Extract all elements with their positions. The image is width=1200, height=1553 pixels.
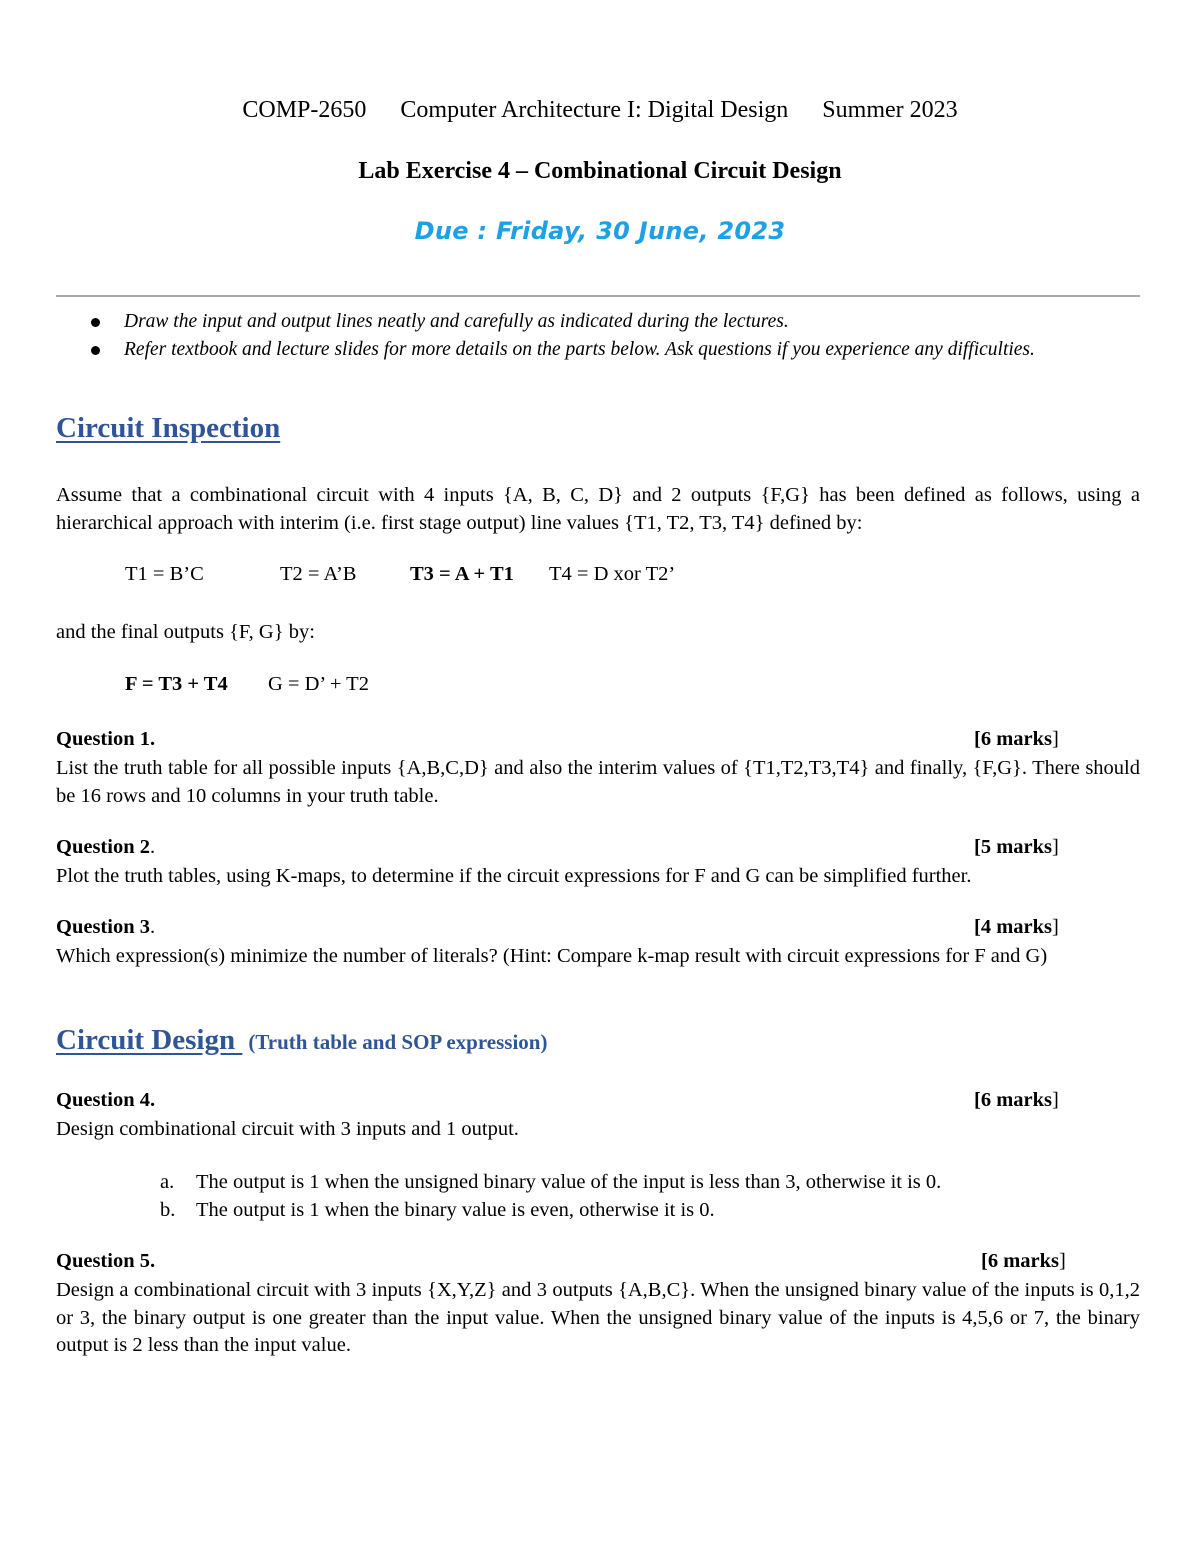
section-subtitle: (Truth table and SOP expression) xyxy=(248,1030,548,1054)
bullet-icon xyxy=(91,318,100,327)
list-item: a. The output is 1 when the unsigned binary value of the input is less than 3, otherwise it is 0. xyxy=(160,1171,942,1193)
instructions-list xyxy=(88,308,1138,364)
lab-title: Lab Exercise 4 – Combinational Circuit Design xyxy=(358,158,842,184)
question-marks: [6 marks] xyxy=(981,1250,1066,1272)
equation-t2: T2 = A’B xyxy=(280,563,357,585)
question-title: Question 1. xyxy=(56,728,156,750)
section-title-circuit-design: Circuit Design (Truth table and SOP expression) xyxy=(56,1024,548,1056)
question-title: Question 2 xyxy=(56,836,150,858)
question-1-header xyxy=(56,728,1140,751)
course-term: Summer 2023 xyxy=(822,97,958,123)
question-title: Question 4. xyxy=(56,1089,156,1111)
equation-g: G = D’ + T2 xyxy=(268,673,369,695)
question-4-text: Design combinational circuit with 3 inputs and 1 output. xyxy=(56,1118,519,1140)
course-name: Computer Architecture I: Digital Design xyxy=(400,97,789,123)
question-marks: [4 marks] xyxy=(974,916,1059,938)
list-item: b. The output is 1 when the binary value is even, otherwise it is 0. xyxy=(160,1199,715,1221)
question-5-header xyxy=(56,1250,1140,1273)
question-3-text: Which expression(s) minimize the number of literals? (Hint: Compare k-map result with circuit expressions for F and G) xyxy=(56,945,1048,967)
equation-t3: T3 = A + T1 xyxy=(410,563,514,585)
equation-t4: T4 = D xor T2’ xyxy=(549,563,676,585)
question-3-header: Question 3. [4 marks] xyxy=(56,916,1059,938)
course-header xyxy=(0,97,1200,124)
section-title-circuit-inspection: Circuit Inspection xyxy=(56,412,281,444)
equation-t1: T1 = B’C xyxy=(125,563,204,585)
course-code: COMP-2650 xyxy=(242,97,367,123)
question-title: Question 3 xyxy=(56,916,150,938)
question-marks: [5 marks] xyxy=(974,836,1059,858)
question-4-header xyxy=(56,1089,1140,1112)
question-1-text: List the truth table for all possible inputs {A,B,C,D} and also the interim values of {T1,T2,T3,T4} and finally, {F,G}. There should be 16 rows and 10 columns in your truth table. xyxy=(56,757,1140,807)
list-item xyxy=(88,336,1138,364)
section1-intro: Assume that a combinational circuit with 4 inputs {A, B, C, D} and 2 outputs {F,G} has been defined as follows, using a hierarchical approach with interim (i.e. first stage output) line values {T1, T2, T3, T4} defined by: xyxy=(56,484,1140,534)
equation-f: F = T3 + T4 xyxy=(125,673,228,695)
instruction-text: Refer textbook and lecture slides for more details on the parts below. Ask questions if you experience any difficulties. xyxy=(124,339,1035,360)
question-2-header: Question 2. [5 marks] xyxy=(56,836,1059,858)
question-marks: [6 marks] xyxy=(974,728,1059,750)
question-4-parts xyxy=(160,1168,1140,1224)
question-title: Question 5. xyxy=(56,1250,156,1272)
due-date: Due : Friday, 30 June, 2023 xyxy=(414,217,786,245)
bullet-icon xyxy=(91,346,100,355)
divider xyxy=(56,295,1140,297)
question-2-text: Plot the truth tables, using K-maps, to determine if the circuit expressions for F and G can be simplified further. xyxy=(56,865,972,887)
instruction-text: Draw the input and output lines neatly and carefully as indicated during the lectures. xyxy=(124,311,789,332)
final-outputs-intro: and the final outputs {F, G} by: xyxy=(56,621,315,643)
question-5-text: Design a combinational circuit with 3 inputs {X,Y,Z} and 3 outputs {A,B,C}. When the unsigned binary value of the inputs is 0,1,2 or 3, the binary output is one greater than the input value. When the unsigned binary value of the inputs is 4,5,6 or 7, the binary output is 2 less than the input value. xyxy=(56,1279,1140,1356)
question-marks: [6 marks] xyxy=(974,1089,1059,1111)
list-item xyxy=(88,308,1138,336)
